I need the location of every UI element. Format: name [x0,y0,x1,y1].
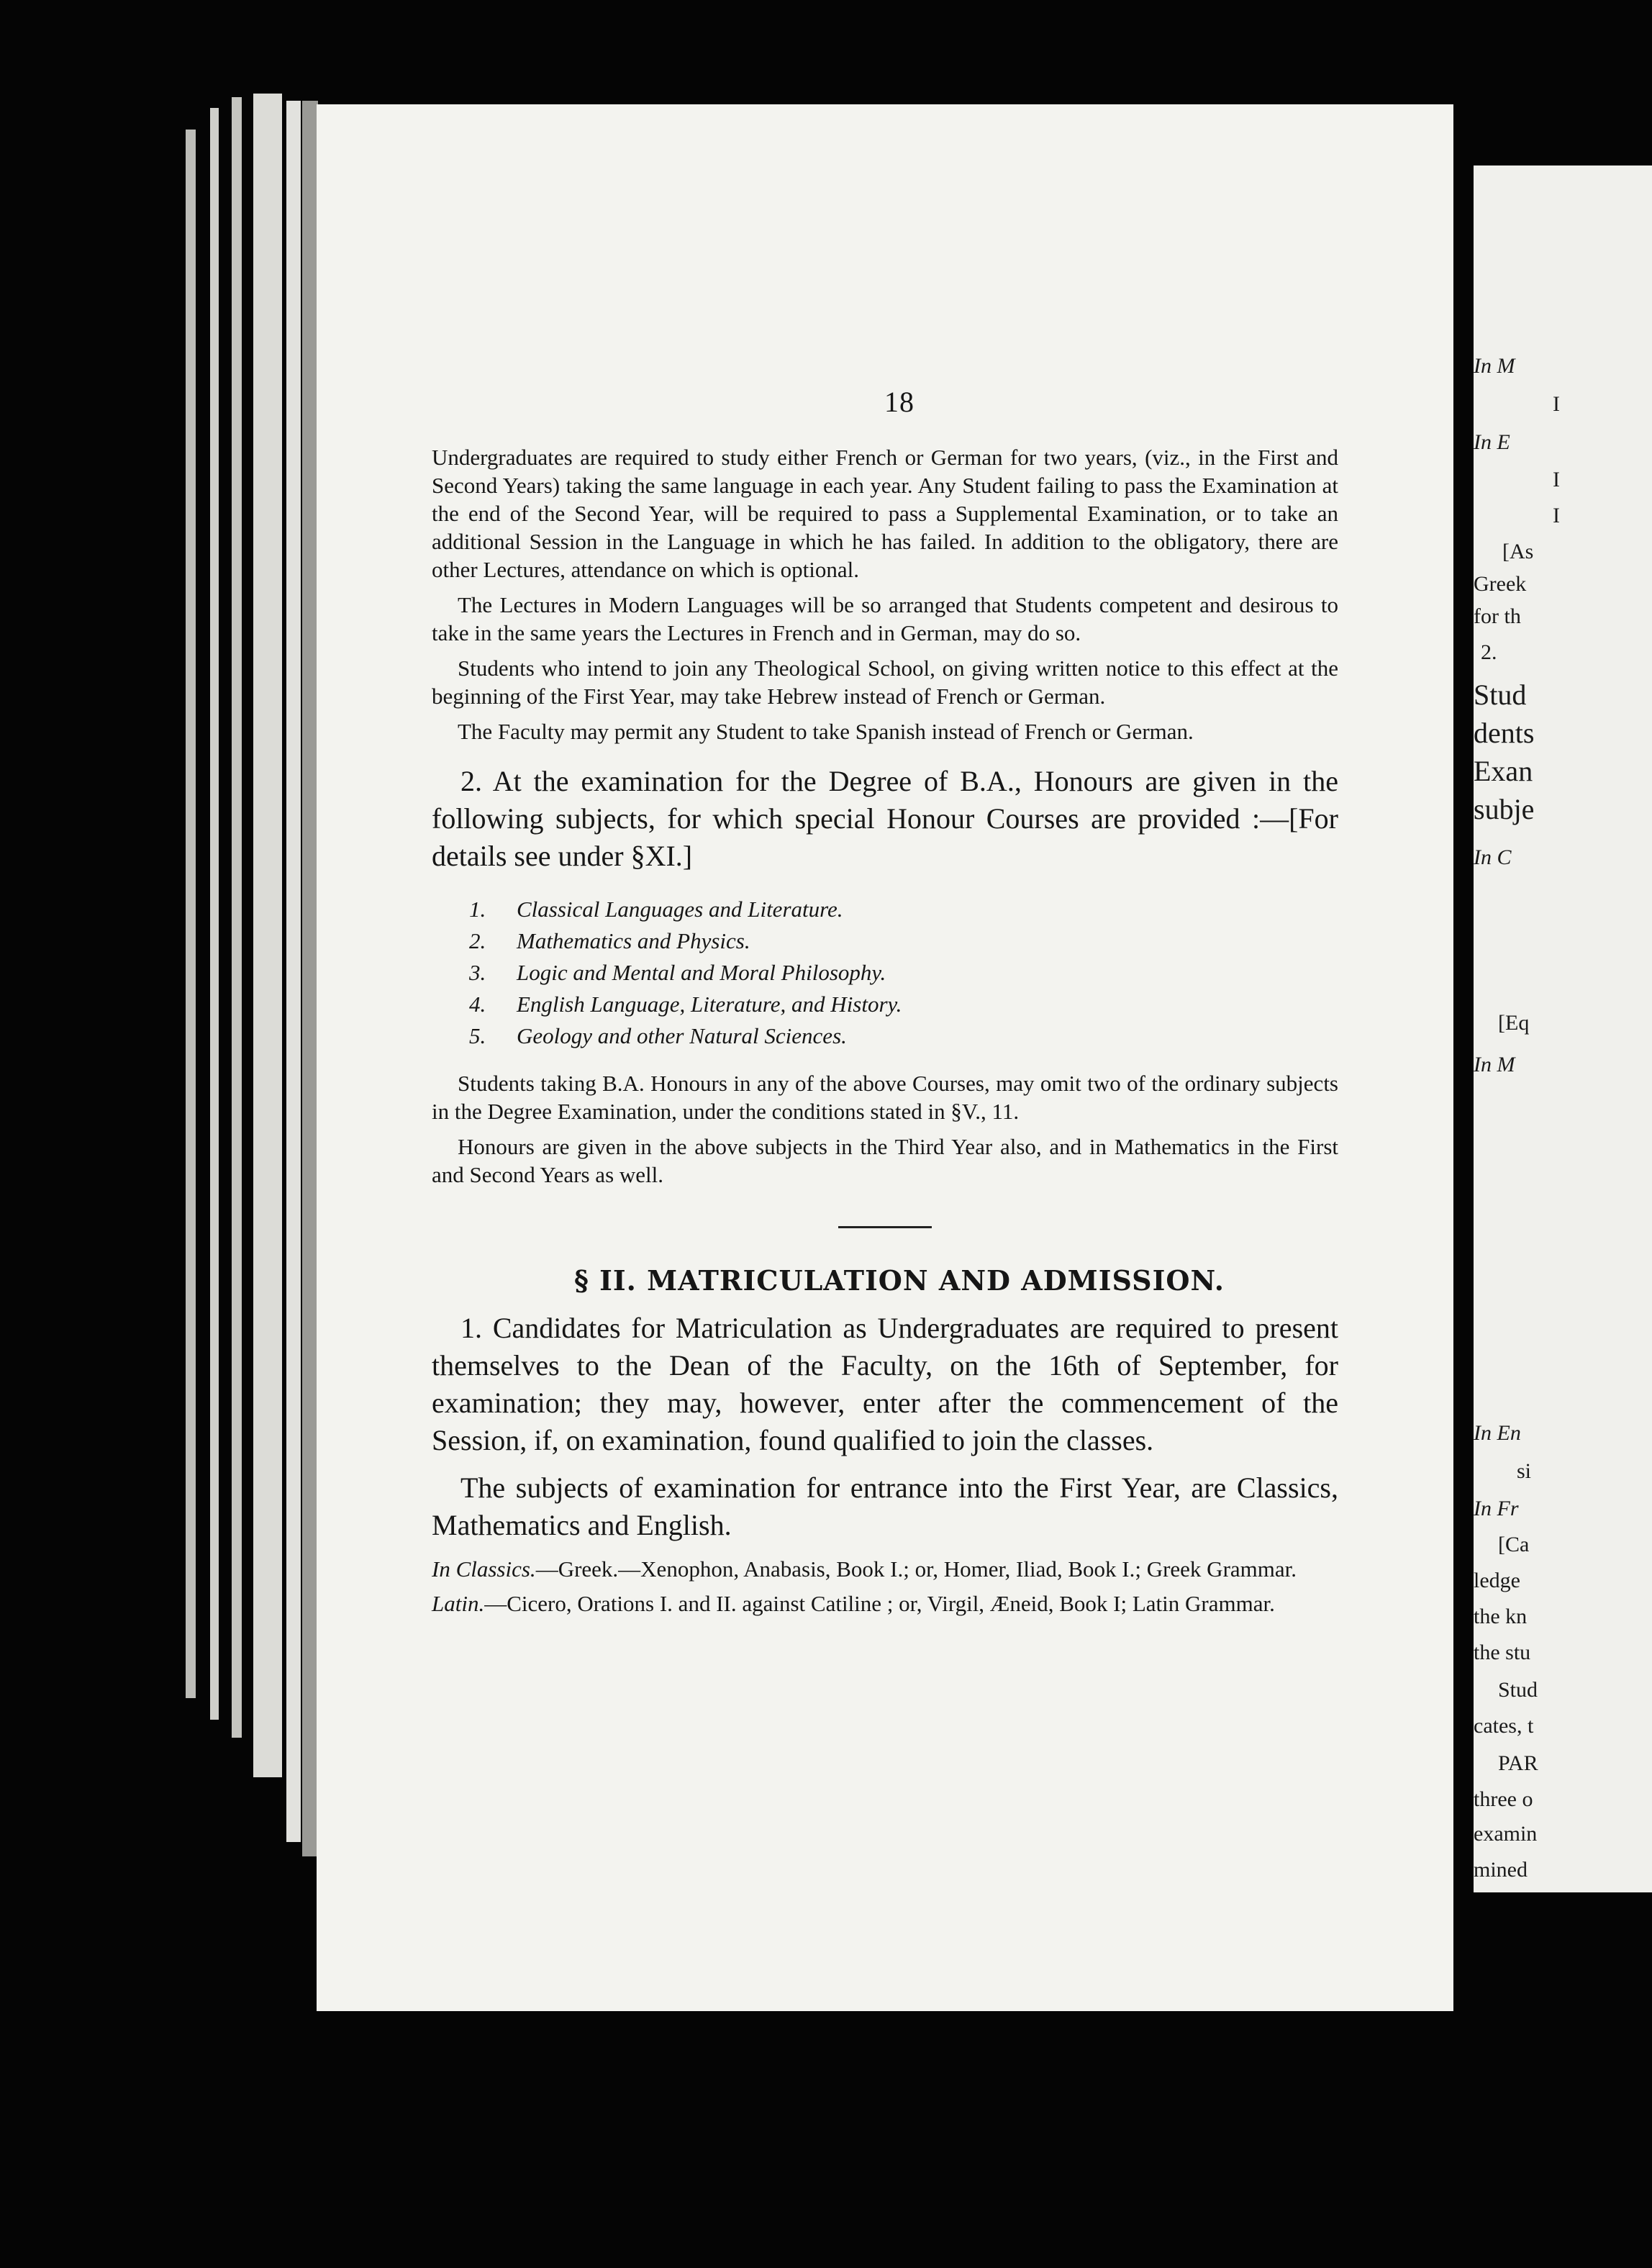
fragment-line: examin [1474,1822,1538,1846]
fragment-line: subje [1474,793,1535,825]
fragment-line: Stud [1474,679,1527,711]
page-number: 18 [884,386,914,418]
fragment-line: Stud [1498,1678,1538,1702]
list-item: 5. Geology and other Natural Sciences. [469,1023,847,1048]
section-divider [838,1226,932,1228]
page-edge [210,108,219,1720]
paragraph-theological: Students who intend to join any Theological School, on giving written notice to this effect at the beginning of the First Year, may take Hebrew instead of French or German. [432,656,1338,709]
fragment-line: In E [1474,430,1510,454]
paragraph-honours: 2. At the examination for the Degree of B.A., Honours are given in the following subjects, for which special Honour Courses are provided :—[For details see under §XI.] [432,765,1338,872]
fragment-line: [Eq [1498,1011,1530,1035]
fragment-line: In Fr [1474,1497,1519,1520]
paragraph-matriculation: 1. Candidates for Matriculation as Undergraduates are required to present themselves to the Dean of the Faculty, on the 16th of September, for examination; they may, however, enter after the commencement of the Session, if, on examination, found qualified to join the classes. [432,1312,1338,1456]
fragment-line: three o [1474,1787,1533,1811]
fragment-line: In M [1474,354,1515,378]
facing-page-fragment [1474,165,1652,1892]
paragraph-subjects-of-examination: The subjects of examination for entrance into the First Year, are Classics, Mathematics and English. [432,1471,1338,1541]
fragment-line: the kn [1474,1605,1528,1628]
fragment-line: PAR [1498,1751,1538,1775]
fragment-line: In C [1474,845,1512,869]
classics-greek-entry: In Classics.—Greek.—Xenophon, Anabasis, Book I.; or, Homer, Iliad, Book I.; Greek Grammar. [432,1556,1297,1582]
fragment-line: cates, t [1474,1714,1534,1738]
fragment-line: Exan [1474,755,1533,787]
paragraph-modern-languages: Undergraduates are required to study either French or German for two years, (viz., in the First and Second Years) taking the same language in each year. Any Student failing to pass the Examination at the end of the Second Year, will be required to pass a Supplemental Examination, or to take an additional Session in the Language in which he has failed. In addition to the obligatory, there are other Lectures, attendance on which is optional. [432,445,1338,582]
list-item: 1. Classical Languages and Literature. [469,897,843,922]
page-edge [253,94,282,1777]
list-item: 4. English Language, Literature, and History. [469,992,902,1017]
paragraph-third-year-honours: Honours are given in the above subjects in the Third Year also, and in Mathematics in the First and Second Years as well. [432,1134,1338,1187]
page-gutter-shadow [302,101,318,1856]
page-edge [186,130,196,1698]
fragment-line: Greek [1474,572,1527,596]
page-edge [232,97,242,1738]
fragment-line: [Ca [1498,1533,1530,1556]
paragraph-lectures: The Lectures in Modern Languages will be so arranged that Students competent and desirous to take in the same years the Lectures in French and in German, may do so. [432,592,1338,645]
section-title: § II. MATRICULATION AND ADMISSION. [574,1264,1225,1297]
list-item: 3. Logic and Mental and Moral Philosophy. [469,960,886,985]
fragment-line: I [1553,392,1560,416]
page-edge [286,101,301,1842]
classics-latin-entry: Latin.—Cicero, Orations I. and II. against Catiline ; or, Virgil, Æneid, Book I; Latin Grammar. [432,1591,1275,1616]
fragment-line: I [1553,468,1560,491]
fragment-line: 2. [1481,640,1497,664]
list-item: 2. Mathematics and Physics. [469,928,750,953]
fragment-line: for th [1474,604,1521,628]
fragment-line: mined [1474,1858,1528,1882]
paragraph-omit-subjects: Students taking B.A. Honours in any of the above Courses, may omit two of the ordinary subjects in the Degree Examination, under the conditions stated in §V., 11. [432,1071,1338,1124]
fragment-line: the stu [1474,1641,1531,1664]
fragment-line: si [1517,1459,1532,1483]
fragment-line: [As [1502,540,1534,563]
page-content [432,277,1338,1618]
fragment-line: ledge [1474,1569,1520,1592]
fragment-line: In M [1474,1053,1515,1076]
document-page [317,104,1453,2011]
honour-subjects-list [432,894,1338,1052]
paragraph-spanish: The Faculty may permit any Student to take Spanish instead of French or German. [458,719,1194,744]
fragment-line: dents [1474,717,1535,749]
fragment-line: In En [1474,1421,1521,1445]
fragment-line: I [1553,504,1560,527]
